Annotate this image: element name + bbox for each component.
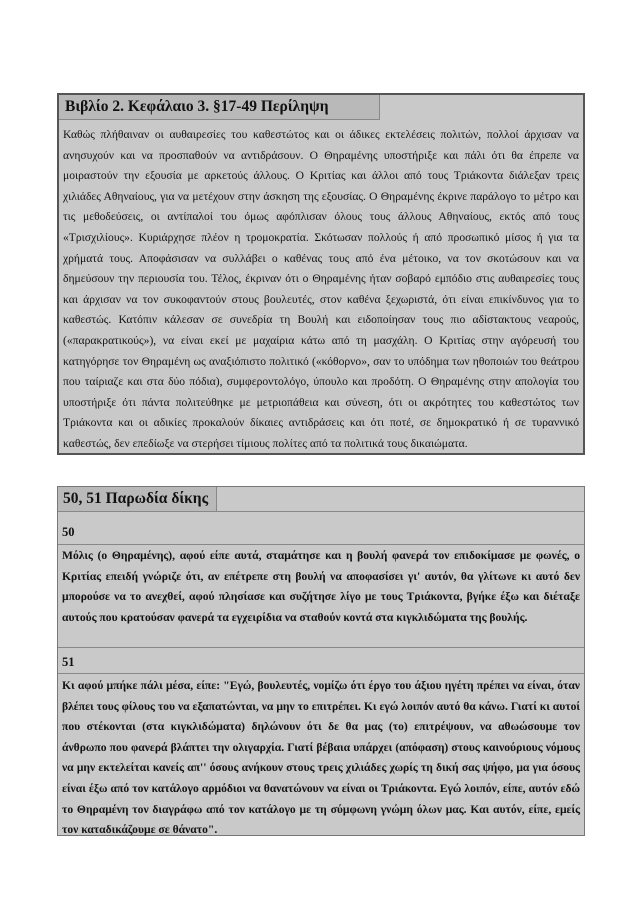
divider [58, 544, 584, 545]
summary-box [57, 93, 585, 455]
summary-text: Καθώς πλήθαιναν οι αυθαιρεσίες του καθεστώτος και οι άδικες εκτελέσεις πολιτών, πολλοί άρχισαν να ανησυχούν και να προσπαθούν να αντιδράσουν. Ο Θηραμένης υποστήριξε και πάλι ότι θα έπρεπε να μοιραστούν την εξουσία με αρκετούς άλλους. Ο Κριτίας και άλλοι από τους Τριάκοντα διάλεξαν τρεις χιλιάδες Αθηναίους, για να μετέχουν στην άσκηση της εξουσίας. Ο Θηραμένης έκρινε παράλογο το μέτρο και τις μεθοδεύσεις, οι αντίπαλοί του όμως αφόπλισαν όλους τους άλλους Αθηναίους, εκτός από τους «Τρισχιλίους». Κυριάρχησε πλέον η τρομοκρατία. Σκότωσαν πολλούς ή από προσωπικό μίσος ή για τα χρήματά τους. Αποφάσισαν να συλλάβει ο καθένας τους από ένα μέτοικο, να τον σκοτώσουν και να δημεύσουν την περιουσία του. Τέλος, έκριναν ότι ο Θηραμένης ήταν σοβαρό εμπόδιο στις αυθαιρεσίες τους και άρχισαν να τον συκοφαντούν στους βουλευτές, στον καθένα ξεχωριστά, ότι είναι επικίνδυνος για το καθεστώς. Κατόπιν κάλεσαν σε συνεδρία τη Βουλή και ειδοποίησαν τους πιο αδίστακτους νεαρούς, («παρακρατικούς»), να είναι εκεί με μαχαίρια κάτω από τη μασχάλη. Ο Κριτίας στην αγόρευσή του κατηγόρησε τον Θηραμένη ως αναξιόπιστο πολιτικό («κόθορνο», σαν το υπόδημα των ηθοποιών του θεάτρου που ταίριαζε και στα δύο πόδια), συμφεροντολόγο, ύπουλο και προδότη. Ο Θηραμένης στην απολογία του υποστήριξε ότι πάντα πολιτεύθηκε με μετριοπάθεια και σύνεση, ότι οι ακρότητες του καθεστώτος των Τριάκοντα και οι αδικίες προκαλούν δίκαιες αντιδράσεις και ότι ποτέ, σε δημοκρατικό ή σε τυραννικό καθεστώς, δεν επεδίωξε να στερήσει τίμιους πολίτες από τα πολιτικά τους δικαιώματα. [63, 128, 579, 450]
trial-title: 50, 51 Παρωδία δίκης [63, 490, 209, 507]
summary-title: Βιβλίο 2. Κεφάλαιο 3. §17-49 Περίληψη [65, 98, 329, 115]
summary-title-bar [59, 95, 380, 120]
divider [58, 511, 584, 512]
divider [58, 647, 584, 648]
trial-box [57, 486, 585, 836]
trial-title-bar [58, 487, 217, 512]
paragraph-text: Μόλις (ο Θηραμένης), αφού είπε αυτά, σταμάτησε και η βουλή φανερά τον επιδοκίμασε με φωνές, ο Κριτίας επειδή γνώριζε ότι, αν επέτρεπε στη βουλή να αποφασίσει γι' αυτόν, θα γλίτωνε κι αυτό δεν μπορούσε να το ανεχθεί, αφού πλησίασε και συζήτησε λίγο με τους Τριάκοντα, βγήκε έξω και διέταξε αυτούς που κρατούσαν φανερά τα εγχειρίδια να σταθούν κοντά στα κιγκλιδώματα της βουλής. [62, 549, 580, 624]
paragraph-number: 51 [62, 655, 75, 669]
divider [58, 673, 584, 674]
paragraph-text: Κι αφού μπήκε πάλι μέσα, είπε: "Εγώ, βουλευτές, νομίζω ότι έργο του άξιου ηγέτη πρέπει να είναι, όταν βλέπει τους φίλους του να εξαπατώνται, να μην το επιτρέπει. Κι εγώ λοιπόν αυτό θα κάνω. Γιατί κι αυτοί που στέκονται (στα κιγκλιδώματα) δηλώνουν ότι δε θα μας (το) επιτρέψουν, να αθωώσουμε τον άνθρωπο που φανερά βλάπτει την ολιγαρχία. Γιατί βέβαια υπάρχει (απόφαση) στους καινούριους νόμους να μην εκτελείται κανείς απ'' όσους ανήκουν στους τρεις χιλιάδες χωρίς τη δική σας ψήφο, μα για όσους είναι έξω από τον κατάλογο αρμόδιοι να θανατώνουν να είναι οι Τριάκοντα. Εγώ λοιπόν, είπε, αυτόν εδώ το Θηραμένη τον διαγράφω από τον κατάλογο με τη σύμφωνη γνώμη όλων μας. Και αυτόν, είπε, εμείς τον καταδικάζουμε σε θάνατο". [62, 679, 580, 837]
paragraph-number: 50 [62, 525, 75, 539]
